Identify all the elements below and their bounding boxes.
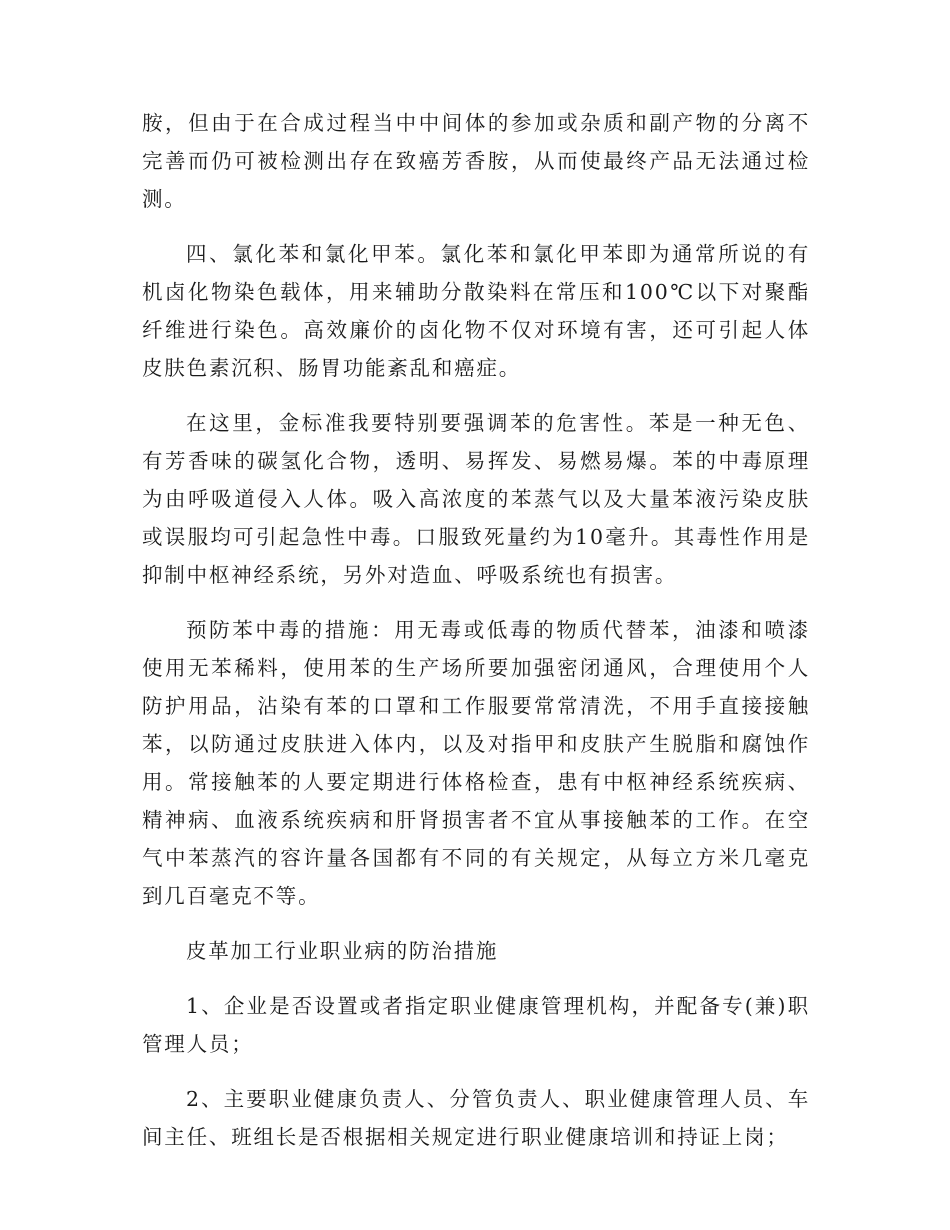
paragraph-benzene-hazard: 在这里，金标准我要特别要强调苯的危害性。苯是一种无色、有芳香味的碳氢化合物，透明、易挥发、易燃易爆。苯的中毒原理为由呼吸道侵入人体。吸入高浓度的苯蒸气以及大量苯液污染皮肤或误服均可引起急性中毒。口服致死量约为10毫升。其毒性作用是抑制中枢神经系统，另外对造血、呼吸系统也有损害。 [142,411,810,587]
list-item-2: 2、主要职业健康负责人、分管负责人、职业健康管理人员、车间主任、班组长是否根据相关规定进行职业健康培训和持证上岗； [142,1087,810,1149]
document-body [142,104,810,1173]
paragraph-benzene-prevention: 预防苯中毒的措施：用无毒或低毒的物质代替苯，油漆和喷漆使用无苯稀料，使用苯的生产场所要加强密闭通风，合理使用个人防护用品，沾染有苯的口罩和工作服要常常清洗，不用手直接接触苯，以防通过皮肤进入体内，以及对指甲和皮肤产生脱脂和腐蚀作用。常接触苯的人要定期进行体格检查，患有中枢神经系统疾病、精神病、血液系统疾病和肝肾损害者不宜从事接触苯的工作。在空气中苯蒸汽的容许量各国都有不同的有关规定，从每立方米几毫克到几百毫克不等。 [142,618,810,908]
list-item-1: 1、企业是否设置或者指定职业健康管理机构，并配备专(兼)职管理人员； [142,994,810,1056]
section-heading: 皮革加工行业职业病的防治措施 [186,939,499,963]
paragraph-chlorobenzene: 四、氯化苯和氯化甲苯。氯化苯和氯化甲苯即为通常所说的有机卤化物染色载体，用来辅助分散染料在常压和100℃以下对聚酯纤维进行染色。高效廉价的卤化物不仅对环境有害，还可引起人体皮肤色素沉积、肠胃功能紊乱和癌症。 [142,242,810,380]
paragraph-continuation: 胺，但由于在合成过程当中中间体的参加或杂质和副产物的分离不完善而仍可被检测出存在致癌芳香胺，从而使最终产品无法通过检测。 [142,111,810,211]
